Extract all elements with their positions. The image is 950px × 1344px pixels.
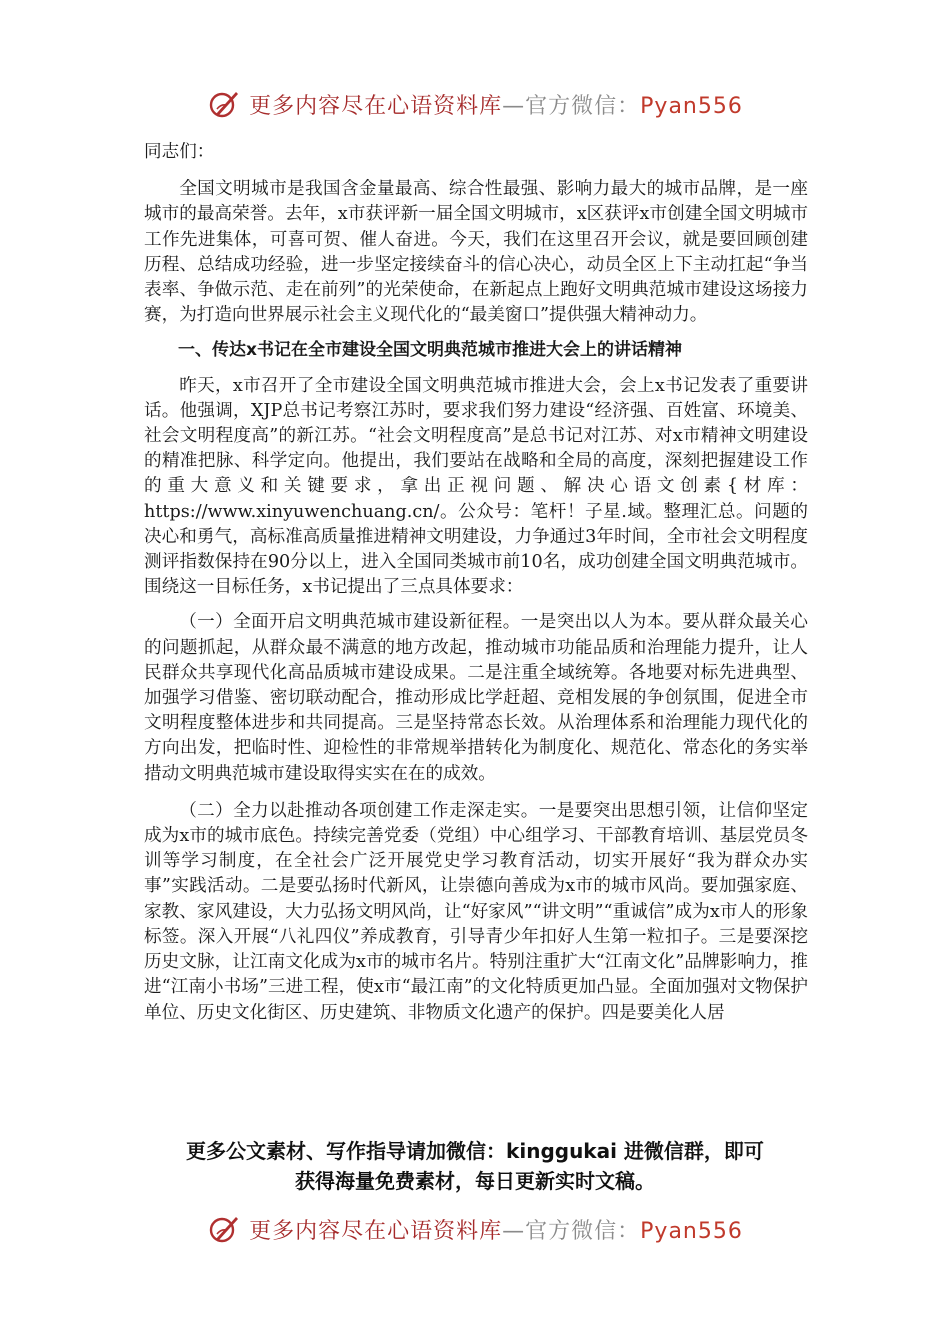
section-heading-1: 一、传达x书记在全市建设全国文明典范城市推进大会上的讲话精神: [178, 340, 682, 361]
promo-line-2: 获得海量免费素材，每日更新实时文稿。: [295, 1169, 655, 1193]
intro-paragraph: 全国文明城市是我国含金量最高、综合性最强、影响力最大的城市品牌，是一座城市的最高荣誉。去年，x市获评新一届全国文明城市，x区获评x市创建全国文明城市工作先进集体，可喜可贺、催人奋进。今天，我们在这里召开会议，就是要回顾创建历程、总结成功经验，进一步坚定接续奋斗的信心决心，动员全区上下主动扛起“争当表率、争做示范、走在前列”的光荣使命，在新起点上跑好文明典范城市建设这场接力赛，为打造向世界展示社会主义现代化的“最美窗口”提供强大精神动力。: [144, 179, 808, 326]
header-brand-text: 更多内容尽在心语资料库—官方微信：Pyan556: [249, 93, 743, 119]
quill-logo-icon: [207, 1212, 241, 1246]
point-2-clip: [144, 799, 808, 1053]
document-body: [144, 140, 808, 1053]
footer-brand-text: 更多内容尽在心语资料库—官方微信：Pyan556: [249, 1218, 743, 1244]
header-banner: [0, 84, 950, 124]
quill-logo-icon: [207, 87, 241, 121]
salutation: 同志们：: [144, 142, 215, 162]
footer-banner: [0, 1209, 950, 1249]
promo-notice: [120, 1136, 830, 1196]
section-1-paragraph: 昨天，x市召开了全市建设全国文明典范城市推进大会，会上x书记发表了重要讲话。他强调，XJP总书记考察江苏时，要求我们努力建设“经济强、百姓富、环境美、社会文明程度高”的新江苏。“社会文明程度高”是总书记对江苏、对x市精神文明建设的精准把脉、科学定向。他提出，我们要站在战略和全局的高度，深刻把握建设工作的重大意义和关键要求，拿出正视问题、解决心语文创素{材库：https://www.xinyuwenchuang.cn/。公众号：笔杆！子星.域。整理汇总。问题的决心和勇气，高标准高质量推进精神文明建设，力争通过3年时间，全市社会文明程度测评指数保持在90分以上，进入全国同类城市前10名，成功创建全国文明典范城市。围绕这一目标任务，x书记提出了三点具体要求：: [144, 375, 808, 598]
point-1-paragraph: （一）全面开启文明典范城市建设新征程。一是突出以人为本。要从群众最关心的问题抓起，从群众最不满意的地方改起，推动城市功能品质和治理能力提升，让人民群众共享现代化高品质城市建设成果。二是注重全域统筹。各地要对标先进典型、加强学习借鉴、密切联动配合，推动形成比学赶超、竞相发展的争创氛围，促进全市文明程度整体进步和共同提高。三是坚持常态长效。从治理体系和治理能力现代化的方向出发，把临时性、迎检性的非常规举措转化为制度化、规范化、常态化的务实举措动文明典范城市建设取得实实在在的成效。: [144, 612, 808, 784]
promo-line-1: 更多公文素材、写作指导请加微信：kinggukai 进微信群，即可: [186, 1139, 764, 1163]
point-2-paragraph: （二）全力以赴推动各项创建工作走深走实。一是要突出思想引领，让信仰坚定成为x市的城市底色。持续完善党委（党组）中心组学习、干部教育培训、基层党员冬训等学习制度，在全社会广泛开展党史学习教育活动，切实开展好“我为群众办实事”实践活动。二是要弘扬时代新风，让崇德向善成为x市的城市风尚。要加强家庭、家教、家风建设，大力弘扬文明风尚，让“好家风”“讲文明”“重诚信”成为x市人的形象标签。深入开展“八礼四仪”养成教育，引导青少年扣好人生第一粒扣子。三是要深挖历史文脉，让江南文化成为x市的城市名片。特别注重扩大“江南文化”品牌影响力，推进“江南小书场”三进工程，使x市“最江南”的文化特质更加凸显。全面加强对文物保护单位、历史文化街区、历史建筑、非物质文化遗产的保护。四是要美化人居: [144, 800, 808, 1023]
